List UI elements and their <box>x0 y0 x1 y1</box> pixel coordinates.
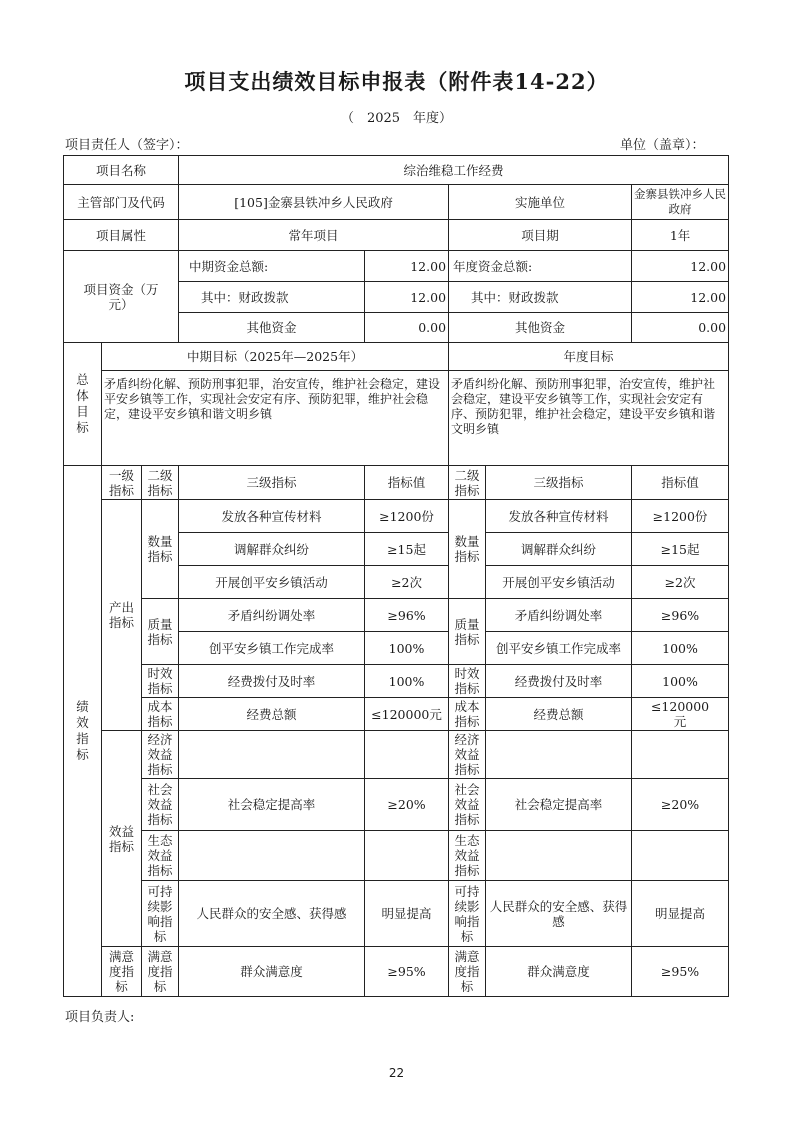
sat1-name: 群众满意度 <box>179 947 365 997</box>
year-line: （ 2025 年度） <box>340 111 453 126</box>
year-other-label: 其他资金 <box>449 313 632 343</box>
q1-value-right: ≥1200份 <box>632 500 729 533</box>
mid-fiscal-value: 12.00 <box>365 282 449 313</box>
su1-value: 明显提高 <box>365 881 449 947</box>
col-level3-right: 三级指标 <box>486 466 632 500</box>
quantity-indicator-right: 数量指标 <box>449 500 486 599</box>
timeliness-indicator-right: 时效指标 <box>449 665 486 698</box>
performance-form-table <box>63 155 729 997</box>
dept-value: [105]金寨县铁冲乡人民政府 <box>179 185 449 220</box>
responsible-person-label: 项目责任人（签字）： <box>65 138 189 153</box>
col-level3: 三级指标 <box>179 466 365 500</box>
cost-indicator: 成本指标 <box>142 698 179 731</box>
su1-name-right: 人民群众的安全感、获得感 <box>486 881 632 947</box>
ecological-indicator: 生态效益指标 <box>142 831 179 881</box>
quality-indicator-right: 质量指标 <box>449 599 486 665</box>
ql2-value-right: 100% <box>632 632 729 665</box>
economic-name-right <box>486 731 632 779</box>
quality-indicator: 质量指标 <box>142 599 179 665</box>
ql1-name-right: 矛盾纠纷调处率 <box>486 599 632 632</box>
ql1-value-right: ≥96% <box>632 599 729 632</box>
economic-indicator: 经济效益指标 <box>142 731 179 779</box>
sustainable-indicator-right: 可持续影响指标 <box>449 881 486 947</box>
year-other-value: 0.00 <box>632 313 729 343</box>
sat1-value: ≥95% <box>365 947 449 997</box>
su1-value-right: 明显提高 <box>632 881 729 947</box>
c1-name: 经费总额 <box>179 698 365 731</box>
year-total-label: 年度资金总额: <box>449 251 632 282</box>
project-leader-label: 项目负责人: <box>65 1010 135 1025</box>
page-number: 22 <box>388 1066 405 1080</box>
q2-value: ≥15起 <box>365 533 449 566</box>
social-indicator: 社会效益指标 <box>142 779 179 831</box>
ecological-indicator-right: 生态效益指标 <box>449 831 486 881</box>
s1-value-right: ≥20% <box>632 779 729 831</box>
ql1-name: 矛盾纠纷调处率 <box>179 599 365 632</box>
mid-goal-header: 中期目标（2025年—2025年） <box>102 343 449 371</box>
mid-fiscal-label: 其中：财政拨款 <box>179 282 365 313</box>
mid-other-value: 0.00 <box>365 313 449 343</box>
mid-goal-text: 矛盾纠纷化解、预防刑事犯罪，治安宣传，维护社会稳定，建设平安乡镇等工作，实现社会安定有序、预防犯罪，维护社会稳定，建设平安乡镇和谐文明乡镇 <box>102 371 449 466</box>
c1-value: ≤120000元 <box>365 698 449 731</box>
q3-value: ≥2次 <box>365 566 449 599</box>
satisfaction-sub-indicator: 满意度指标 <box>142 947 179 997</box>
su1-name: 人民群众的安全感、获得感 <box>179 881 365 947</box>
t1-value: 100% <box>365 665 449 698</box>
s1-name: 社会稳定提高率 <box>179 779 365 831</box>
mid-total-label: 中期资金总额: <box>179 251 365 282</box>
ecological-value <box>365 831 449 881</box>
q3-name: 开展创平安乡镇活动 <box>179 566 365 599</box>
t1-value-right: 100% <box>632 665 729 698</box>
t1-name-right: 经费拨付及时率 <box>486 665 632 698</box>
project-name-label: 项目名称 <box>64 156 179 185</box>
q1-name: 发放各种宣传材料 <box>179 500 365 533</box>
project-attr-value: 常年项目 <box>179 220 449 251</box>
benefit-indicator: 效益指标 <box>102 731 142 947</box>
overall-goal-label: 总体目标 <box>64 343 102 466</box>
col-value: 指标值 <box>365 466 449 500</box>
q2-name: 调解群众纠纷 <box>179 533 365 566</box>
q1-value: ≥1200份 <box>365 500 449 533</box>
output-indicator: 产出指标 <box>102 500 142 731</box>
c1-value-right: ≤120000元 <box>632 698 729 731</box>
ecological-name-right <box>486 831 632 881</box>
sat1-value-right: ≥95% <box>632 947 729 997</box>
ecological-value-right <box>632 831 729 881</box>
year-total-value: 12.00 <box>632 251 729 282</box>
mid-total-value: 12.00 <box>365 251 449 282</box>
col-level2-right: 二级指标 <box>449 466 486 500</box>
q3-value-right: ≥2次 <box>632 566 729 599</box>
economic-indicator-right: 经济效益指标 <box>449 731 486 779</box>
performance-indicator-label: 绩效指标 <box>64 466 102 997</box>
impl-unit-label: 实施单位 <box>449 185 632 220</box>
q1-name-right: 发放各种宣传材料 <box>486 500 632 533</box>
project-period-value: 1年 <box>632 220 729 251</box>
col-level2: 二级指标 <box>142 466 179 500</box>
ql2-name: 创平安乡镇工作完成率 <box>179 632 365 665</box>
t1-name: 经费拨付及时率 <box>179 665 365 698</box>
col-value-right: 指标值 <box>632 466 729 500</box>
page-title: 项目支出绩效目标申报表（附件表14-22） <box>184 69 609 94</box>
satisfaction-indicator: 满意度指标 <box>102 947 142 997</box>
year-fiscal-label: 其中：财政拨款 <box>449 282 632 313</box>
timeliness-indicator: 时效指标 <box>142 665 179 698</box>
ql2-name-right: 创平安乡镇工作完成率 <box>486 632 632 665</box>
sat1-name-right: 群众满意度 <box>486 947 632 997</box>
project-period-label: 项目期 <box>449 220 632 251</box>
col-level1: 一级指标 <box>102 466 142 500</box>
satisfaction-sub-indicator-right: 满意度指标 <box>449 947 486 997</box>
social-indicator-right: 社会效益指标 <box>449 779 486 831</box>
ql2-value: 100% <box>365 632 449 665</box>
q2-value-right: ≥15起 <box>632 533 729 566</box>
s1-name-right: 社会稳定提高率 <box>486 779 632 831</box>
quantity-indicator: 数量指标 <box>142 500 179 599</box>
year-fiscal-value: 12.00 <box>632 282 729 313</box>
q2-name-right: 调解群众纠纷 <box>486 533 632 566</box>
c1-name-right: 经费总额 <box>486 698 632 731</box>
economic-value <box>365 731 449 779</box>
project-name-value: 综治维稳工作经费 <box>179 156 729 185</box>
q3-name-right: 开展创平安乡镇活动 <box>486 566 632 599</box>
economic-name <box>179 731 365 779</box>
funds-label: 项目资金（万元） <box>64 251 179 343</box>
ecological-name <box>179 831 365 881</box>
ql1-value: ≥96% <box>365 599 449 632</box>
year-goal-header: 年度目标 <box>449 343 729 371</box>
year-goal-text: 矛盾纠纷化解、预防刑事犯罪，治安宣传，维护社会稳定，建设平安乡镇等工作，实现社会安定有序、预防犯罪，维护社会稳定，建设平安乡镇和谐文明乡镇 <box>449 371 729 466</box>
s1-value: ≥20% <box>365 779 449 831</box>
sustainable-indicator: 可持续影响指标 <box>142 881 179 947</box>
impl-unit-value: 金寨县铁冲乡人民政府 <box>632 185 729 220</box>
unit-seal-label: 单位（盖章）： <box>620 138 705 153</box>
project-attr-label: 项目属性 <box>64 220 179 251</box>
cost-indicator-right: 成本指标 <box>449 698 486 731</box>
mid-other-label: 其他资金 <box>179 313 365 343</box>
economic-value-right <box>632 731 729 779</box>
dept-label: 主管部门及代码 <box>64 185 179 220</box>
